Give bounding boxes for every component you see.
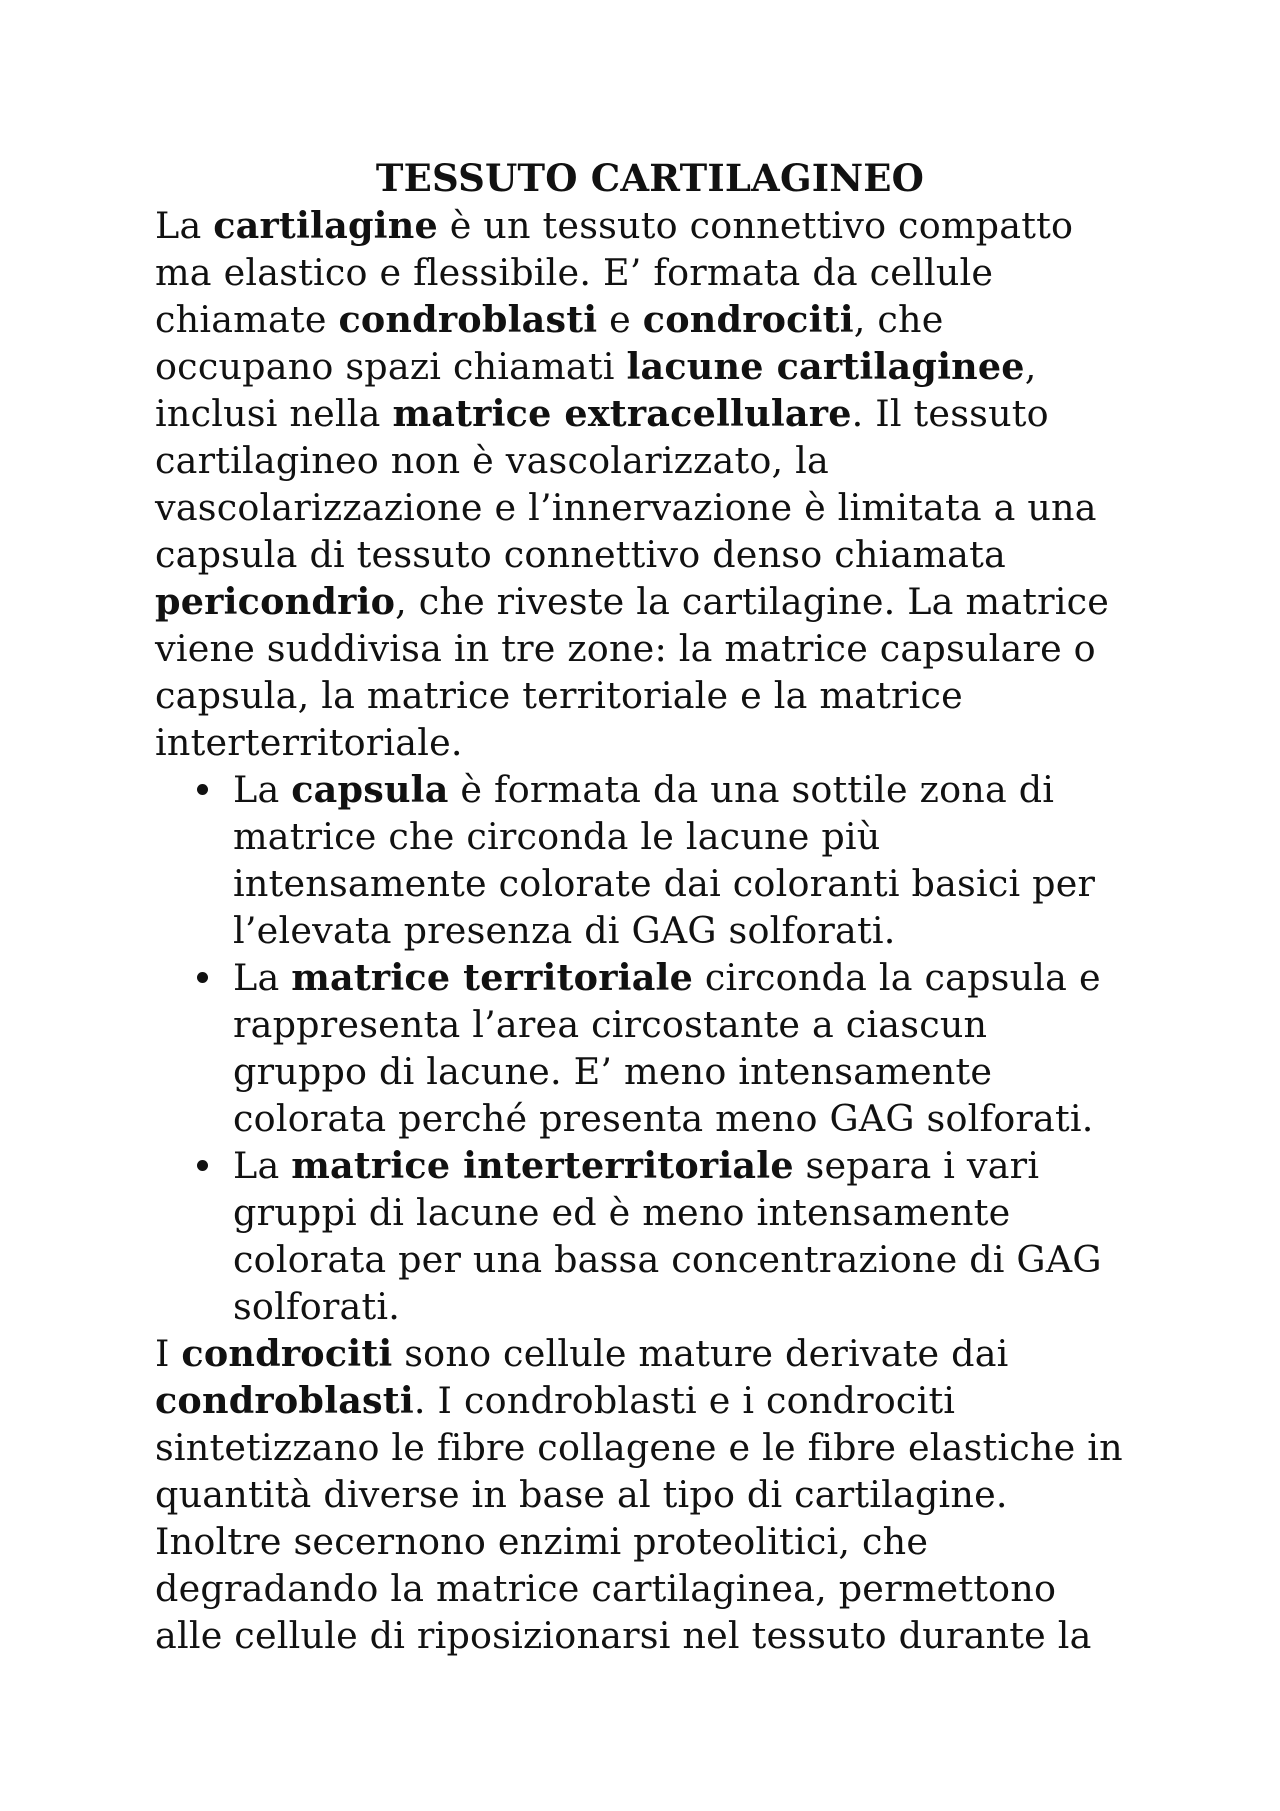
page-title: TESSUTO CARTILAGINEO [375,156,925,200]
text-line: l’elevata presenza di GAG solforati. [233,909,896,952]
text-line: cartilagineo non è vascolarizzato, la [155,439,829,482]
bold-term: capsula [291,768,449,811]
bullet-dot-icon [197,1160,208,1171]
text-line: I condrociti sono cellule mature derivate dai [155,1332,1009,1375]
closing-paragraph [155,1330,1145,1659]
bold-term: lacune cartilaginee [626,345,1025,388]
bullet-item-capsula [155,766,1145,954]
bold-term: matrice territoriale [291,956,694,999]
text-line: colorata perché presenta meno GAG solforati. [233,1097,1094,1140]
text-line: La cartilagine è un tessuto connettivo compatto [155,204,1074,247]
text-line: matrice che circonda le lacune più [233,815,881,858]
bold-term: pericondrio [155,580,396,623]
bullet-dot-icon [197,784,208,795]
text-line: viene suddivisa in tre zone: la matrice capsulare o [155,627,1096,670]
bullet-list [155,766,1145,1330]
text-line: occupano spazi chiamati lacune cartilaginee, [155,345,1037,388]
bold-term: cartilagine [213,204,438,247]
text-line: pericondrio, che riveste la cartilagine. La matrice [155,580,1110,623]
bold-term: condrociti [181,1332,393,1375]
text-line: vascolarizzazione e l’innervazione è limitata a una [155,486,1097,529]
text-line: capsula, la matrice territoriale e la matrice [155,674,963,717]
text-line: solforati. [233,1285,401,1328]
bold-term: condroblasti [338,298,598,341]
text-line: La capsula è formata da una sottile zona di [233,768,1055,811]
text-line: condroblasti. I condroblasti e i condrociti [155,1379,956,1422]
bold-term: matrice extracellulare [392,392,852,435]
bullet-item-matrice-interterritoriale [155,1142,1145,1330]
text-line: chiamate condroblasti e condrociti, che [155,298,944,341]
text-line: inclusi nella matrice extracellulare. Il tessuto [155,392,1049,435]
text-line: gruppo di lacune. E’ meno intensamente [233,1050,993,1093]
bullet-item-matrice-territoriale [155,954,1145,1142]
text-line: quantità diverse in base al tipo di cartilagine. [155,1473,1008,1516]
text-line: capsula di tessuto connettivo denso chiamata [155,533,1006,576]
text-line: intensamente colorate dai coloranti basici per [233,862,1096,905]
text-line: La matrice interterritoriale separa i vari [233,1144,1040,1187]
document-page [155,155,1145,1659]
text-line: interterritoriale. [155,721,463,764]
bold-term: condroblasti [155,1379,414,1422]
text-line: La matrice territoriale circonda la capsula e [233,956,1101,999]
bold-term: condrociti [642,298,854,341]
bold-term: matrice interterritoriale [291,1144,794,1187]
text-line: gruppi di lacune ed è meno intensamente [233,1191,1011,1234]
intro-paragraph [155,202,1145,766]
bullet-dot-icon [197,972,208,983]
text-line: rappresenta l’area circostante a ciascun [233,1003,988,1046]
text-line: colorata per una bassa concentrazione di GAG [233,1238,1102,1281]
text-line: alle cellule di riposizionarsi nel tessuto durante la [155,1614,1092,1657]
text-line: degradando la matrice cartilaginea, permettono [155,1567,1057,1610]
text-line: Inoltre secernono enzimi proteolitici, che [155,1520,929,1563]
text-line: sintetizzano le fibre collagene e le fibre elastiche in [155,1426,1123,1469]
text-line: ma elastico e flessibile. E’ formata da cellule [155,251,994,294]
